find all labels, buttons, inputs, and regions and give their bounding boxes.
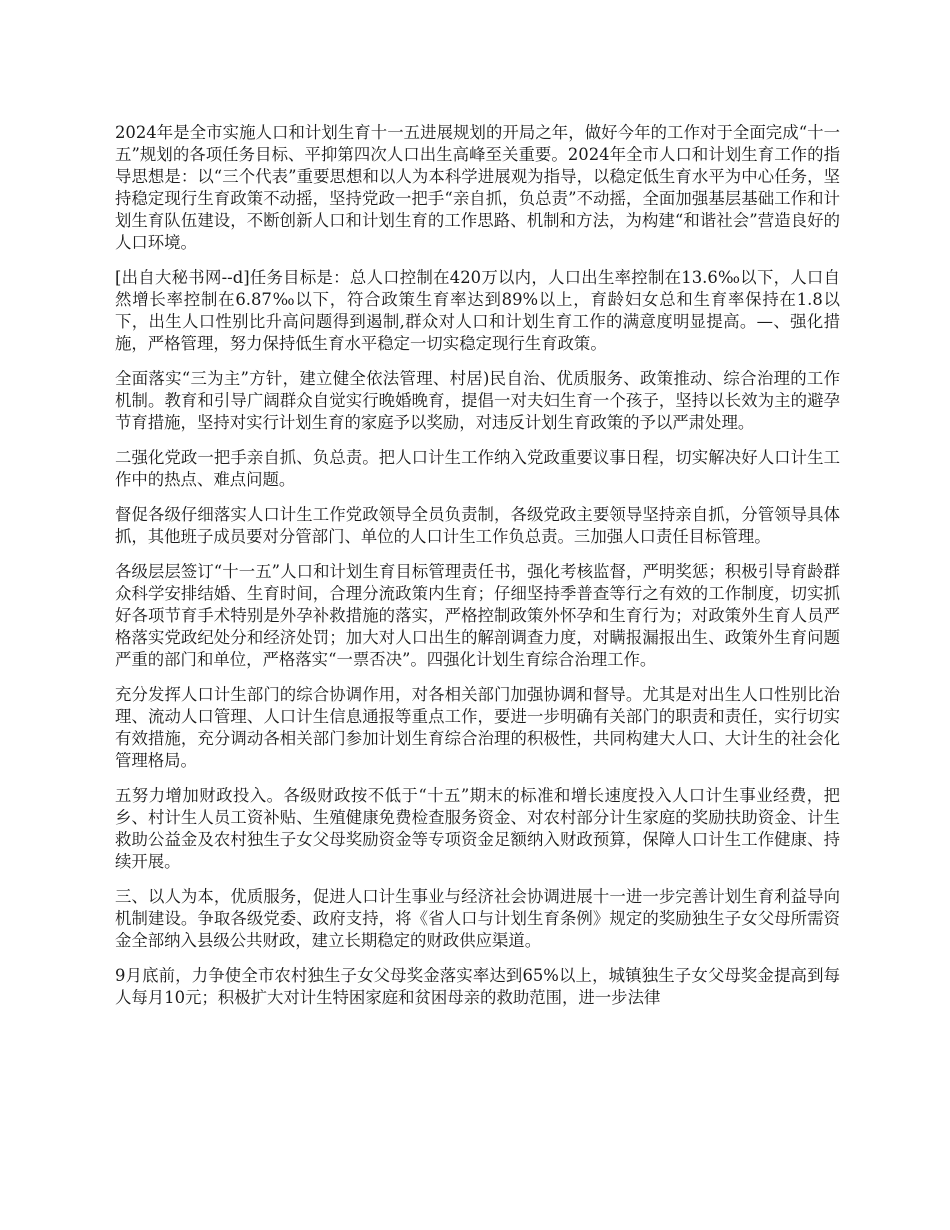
paragraph-4: 二强化党政一把手亲自抓、负总责。把人口计生工作纳入党政重要议事日程，切实解决好人口计生工作中的热点、难点问题。 [115, 448, 840, 489]
paragraph-9: 三、以人为本，优质服务，促进人口计生事业与经济社会协调进展十一进一步完善计划生育利益导向机制建设。争取各级党委、政府支持，将《省人口与计划生育条例》规定的奖励独生子女父母所需资金全部纳入县级公共财政，建立长期稳定的财政供应渠道。 [115, 887, 840, 950]
paragraph-3: 全面落实“三为主”方针，建立健全依法管理、村居)民自治、优质服务、政策推动、综合治理的工作机制。教育和引导广阔群众自觉实行晚婚晚育，提倡一对夫妇生育一个孩子，坚持以长效为主的避孕节育措施，坚持对实行计划生育的家庭予以奖励，对违反计划生育政策的予以严肃处理。 [115, 369, 840, 432]
paragraph-1: 2024年是全市实施人口和计划生育十一五进展规划的开局之年，做好今年的工作对于全面完成“十一五”规划的各项任务目标、平抑第四次人口出生高峰至关重要。2024年全市人口和计划生育工作的指导思想是：以“三个代表”重要思想和以人为本科学进展观为指导，以稳定低生育水平为中心任务，坚持稳定现行生育政策不动摇，坚持党政一把手“亲自抓，负总责”不动摇，全面加强基层基础工作和计划生育队伍建设，不断创新人口和计划生育的工作思路、机制和方法，为构建“和谐社会”营造良好的人口环境。 [115, 123, 840, 252]
paragraph-10: 9月底前，力争使全市农村独生子女父母奖金落实率达到65%以上，城镇独生子女父母奖金提高到每人每月10元；积极扩大对计生特困家庭和贫困母亲的救助范围，进一步法律 [115, 966, 840, 1007]
paragraph-8: 五努力增加财政投入。各级财政按不低于“十五”期末的标准和增长速度投入人口计生事业经费，把乡、村计生人员工资补贴、生殖健康免费检查服务资金、对农村部分计生家庭的奖励扶助资金、计生救助公益金及农村独生子女父母奖励资金等专项资金足额纳入财政预算，保障人口计生工作健康、持续开展。 [115, 786, 840, 871]
paragraph-6: 各级层层签订“十一五”人口和计划生育目标管理责任书，强化考核监督，严明奖惩；积极引导育龄群众科学安排结婚、生育时间，合理分流政策内生育；仔细坚持季普查等行之有效的工作制度，切实抓好各项节育手术特别是外孕补救措施的落实，严格控制政策外怀孕和生育行为；对政策外生育人员严格落实党政纪处分和经济处罚；加大对人口出生的解剖调查力度，对瞒报漏报出生、政策外生育问题严重的部门和单位，严格落实“一票否决”。四强化计划生育综合治理工作。 [115, 562, 840, 669]
paragraph-7: 充分发挥人口计生部门的综合协调作用，对各相关部门加强协调和督导。尤其是对出生人口性别比治理、流动人口管理、人口计生信息通报等重点工作，要进一步明确有关部门的职责和责任，实行切实有效措施，充分调动各相关部门参加计划生育综合治理的积极性，共同构建大人口、大计生的社会化管理格局。 [115, 685, 840, 770]
paragraph-2: [出自大秘书网--d]任务目标是：总人口控制在420万以内，人口出生率控制在13.6‰以下，人口自然增长率控制在6.87‰以下，符合政策生育率达到89%以上，育龄妇女总和生育率保持在1.8以下，出生人口性别比升高问题得到遏制,群众对人口和计划生育工作的满意度明显提高。—、强化措施，严格管理，努力保持低生育水平稳定一切实稳定现行生育政策。 [115, 268, 840, 353]
paragraph-5: 督促各级仔细落实人口计生工作党政领导全员负责制，各级党政主要领导坚持亲自抓，分管领导具体抓，其他班子成员要对分管部门、单位的人口计生工作负总责。三加强人口责任目标管理。 [115, 505, 840, 546]
